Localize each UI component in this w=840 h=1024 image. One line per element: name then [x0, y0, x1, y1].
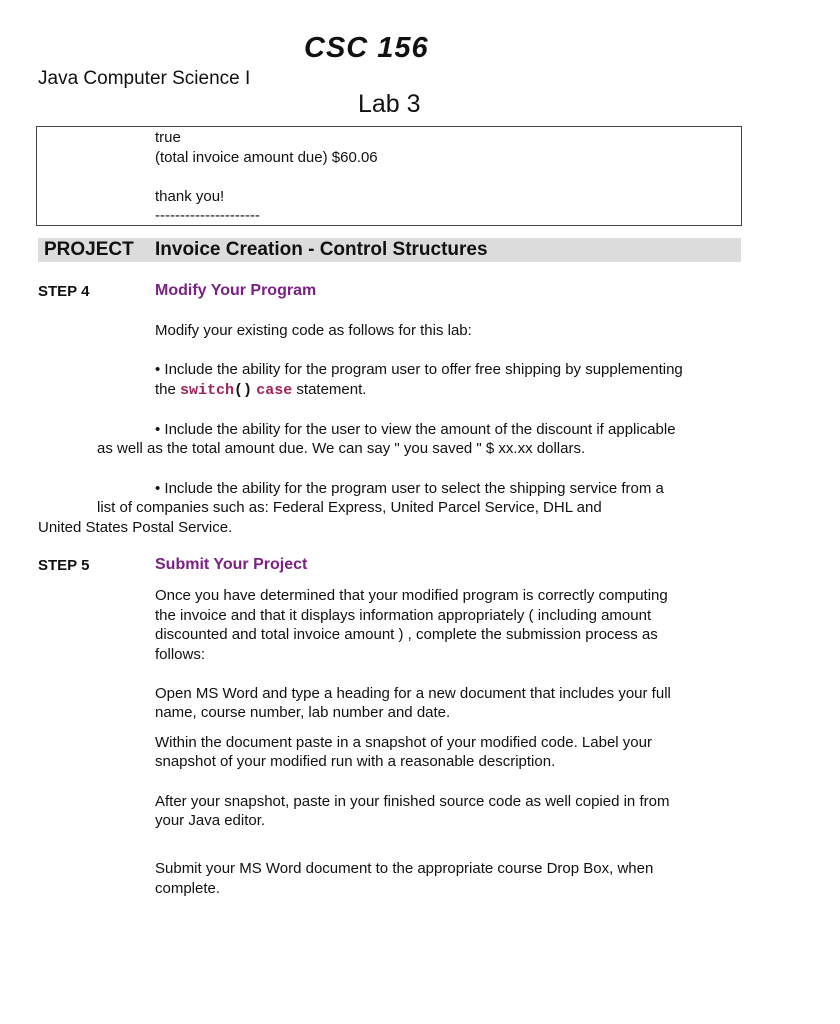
step5-p1-line: Once you have determined that your modified program is correctly computing — [155, 587, 668, 604]
step5-p5-line: complete. — [155, 880, 221, 897]
step5-p4-line: After your snapshot, paste in your finished source code as well copied in from — [155, 793, 670, 810]
step5-p2-line: Open MS Word and type a heading for a new document that includes your full — [155, 685, 671, 702]
step5-p1-line: discounted and total invoice amount ) , complete the submission process as — [155, 626, 658, 643]
bullet1-line1: • Include the ability for the program user to offer free shipping by supplementing — [155, 361, 683, 378]
bullet3-line3: United States Postal Service. — [38, 519, 233, 536]
code-parens: () — [234, 382, 253, 399]
bullet2-line1: • Include the ability for the user to view the amount of the discount if applicable — [155, 421, 676, 438]
step5-p5-line: Submit your MS Word document to the appropriate course Drop Box, when — [155, 860, 654, 877]
output-line: thank you! — [155, 188, 225, 205]
step5-p3-line: snapshot of your modified run with a reasonable description. — [155, 753, 556, 770]
bullet2-line2: as well as the total amount due. We can say " you saved " $ xx.xx dollars. — [97, 440, 586, 457]
step5-p2-line: name, course number, lab number and date. — [155, 704, 451, 721]
project-title: Invoice Creation - Control Structures — [155, 239, 488, 260]
step5-label: STEP 5 — [38, 557, 90, 574]
code-switch: switch — [180, 382, 235, 399]
bullet1-prefix: the — [155, 381, 181, 398]
step5-p1-line: the invoice and that it displays information appropriately ( including amount — [155, 607, 652, 624]
step4-intro: Modify your existing code as follows for this lab: — [155, 322, 472, 339]
output-line: (total invoice amount due) $60.06 — [155, 149, 378, 166]
step5-p4-line: your Java editor. — [155, 812, 266, 829]
bullet1-suffix: statement. — [292, 381, 367, 398]
step5-title: Submit Your Project — [155, 556, 308, 573]
lab-title: Lab 3 — [358, 90, 421, 118]
step5-p1-line: follows: — [155, 646, 206, 663]
code-case: case — [256, 382, 293, 399]
course-code: CSC 156 — [304, 32, 429, 64]
step5-p3-line: Within the document paste in a snapshot of your modified code. Label your — [155, 734, 652, 751]
output-line: --------------------- — [155, 207, 260, 224]
bullet3-line1: • Include the ability for the program user to select the shipping service from a — [155, 480, 664, 497]
bullet3-line2: list of companies such as: Federal Express, United Parcel Service, DHL and — [97, 499, 602, 516]
program-output-box — [36, 126, 742, 226]
course-name: Java Computer Science I — [38, 68, 251, 89]
step4-label: STEP 4 — [38, 283, 90, 300]
output-line: true — [155, 129, 181, 146]
project-label: PROJECT — [44, 239, 134, 260]
bullet1-line2 — [155, 380, 366, 401]
step4-title: Modify Your Program — [155, 282, 317, 299]
